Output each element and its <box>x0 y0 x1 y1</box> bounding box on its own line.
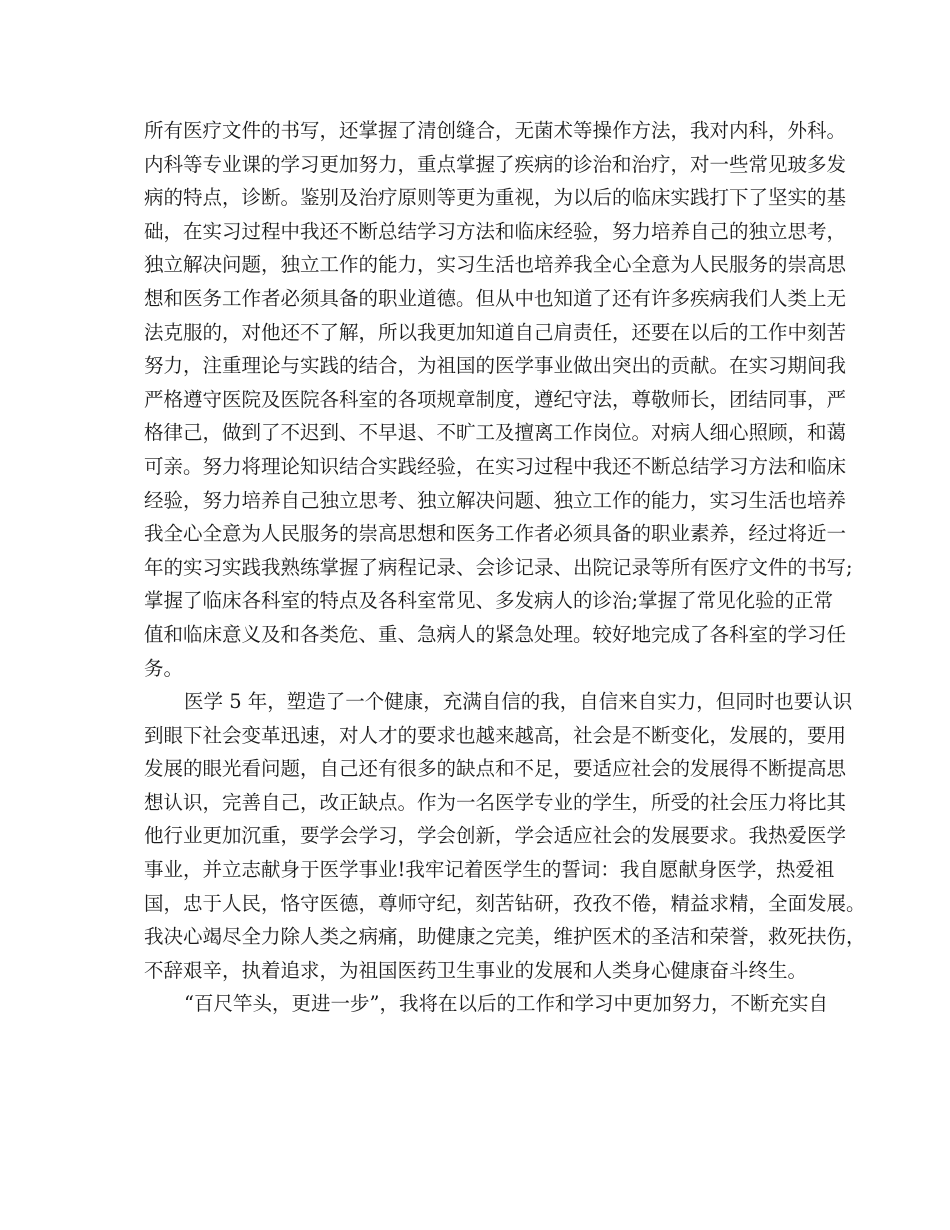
document-body <box>144 114 866 1021</box>
text-line: 格律己，做到了不迟到、不早退、不旷工及擅离工作岗位。对病人细心照顾，和蔼 <box>144 421 847 445</box>
text-line: 努力，注重理论与实践的结合，为祖国的医学事业做出突出的贡献。在实习期间我 <box>144 354 847 378</box>
text-line: 础，在实习过程中我还不断总结学习方法和临床经验，努力培养自己的独立思考， <box>144 219 847 243</box>
text-line: 严格遵守医院及医院各科室的各项规章制度，遵纪守法，尊敬师长，团结同事，严 <box>144 387 847 411</box>
text-line: 他行业更加沉重，要学会学习，学会创新，学会适应社会的发展要求。我热爱医学 <box>144 824 847 848</box>
text-line: 务。 <box>144 656 184 680</box>
text-line: 可亲。努力将理论知识结合实践经验，在实习过程中我还不断总结学习方法和临床 <box>144 454 847 478</box>
text-line: 经验，努力培养自己独立思考、独立解决问题、独立工作的能力，实习生活也培养 <box>144 488 847 512</box>
text-line: 想和医务工作者必须具备的职业道德。但从中也知道了还有许多疾病我们人类上无 <box>144 286 847 310</box>
text-line: 掌握了临床各科室的特点及各科室常见、多发病人的诊治;掌握了常见化验的正常 <box>144 589 834 613</box>
text-line: 发展的眼光看问题，自己还有很多的缺点和不足，要适应社会的发展得不断提高思 <box>144 757 847 781</box>
text-line: 不辞艰辛，执着追求，为祖国医药卫生事业的发展和人类身心健康奋斗终生。 <box>144 958 808 982</box>
text-line: 值和临床意义及和各类危、重、急病人的紧急处理。较好地完成了各科室的学习任 <box>144 622 847 646</box>
text-line: 年的实习实践我熟练掌握了病程记录、会诊记录、出院记录等所有医疗文件的书写; <box>144 555 853 579</box>
text-line: 独立解决问题，独立工作的能力，实习生活也培养我全心全意为人民服务的崇高思 <box>144 253 847 277</box>
text-line: 想认识，完善自己，改正缺点。作为一名医学专业的学生，所受的社会压力将比其 <box>144 790 847 814</box>
text-line: 医学 5 年，塑造了一个健康，充满自信的我，自信来自实力，但同时也要认识 <box>184 690 853 714</box>
text-line: 病的特点，诊断。鉴别及治疗原则等更为重视，为以后的临床实践打下了坚实的基 <box>144 186 847 210</box>
text-line: 法克服的，对他还不了解，所以我更加知道自己肩责任，还要在以后的工作中刻苦 <box>144 320 847 344</box>
text-line: 我全心全意为人民服务的崇高思想和医务工作者必须具备的职业素养，经过将近一 <box>144 522 847 546</box>
text-line: 所有医疗文件的书写，还掌握了清创缝合，无菌术等操作方法，我对内科，外科。 <box>144 119 847 142</box>
text-line: 到眼下社会变革迅速，对人才的要求也越来越高，社会是不断变化，发展的，要用 <box>144 723 847 747</box>
text-line: “百尺竿头，更进一步”，我将在以后的工作和学习中更加努力，不断充实自 <box>184 992 828 1016</box>
text-line: 国，忠于人民，恪守医德，尊师守纪，刻苦钻研，孜孜不倦，精益求精，全面发展。 <box>144 891 866 915</box>
text-line: 内科等专业课的学习更加努力，重点掌握了疾病的诊治和治疗，对一些常见玻多发 <box>144 152 847 176</box>
text-line: 事业，并立志献身于医学事业!我牢记着医学生的誓词：我自愿献身医学，热爱祖 <box>144 858 835 882</box>
text-line: 我决心竭尽全力除人类之病痛，助健康之完美，维护医术的圣洁和荣誉，救死扶伤， <box>144 925 866 949</box>
